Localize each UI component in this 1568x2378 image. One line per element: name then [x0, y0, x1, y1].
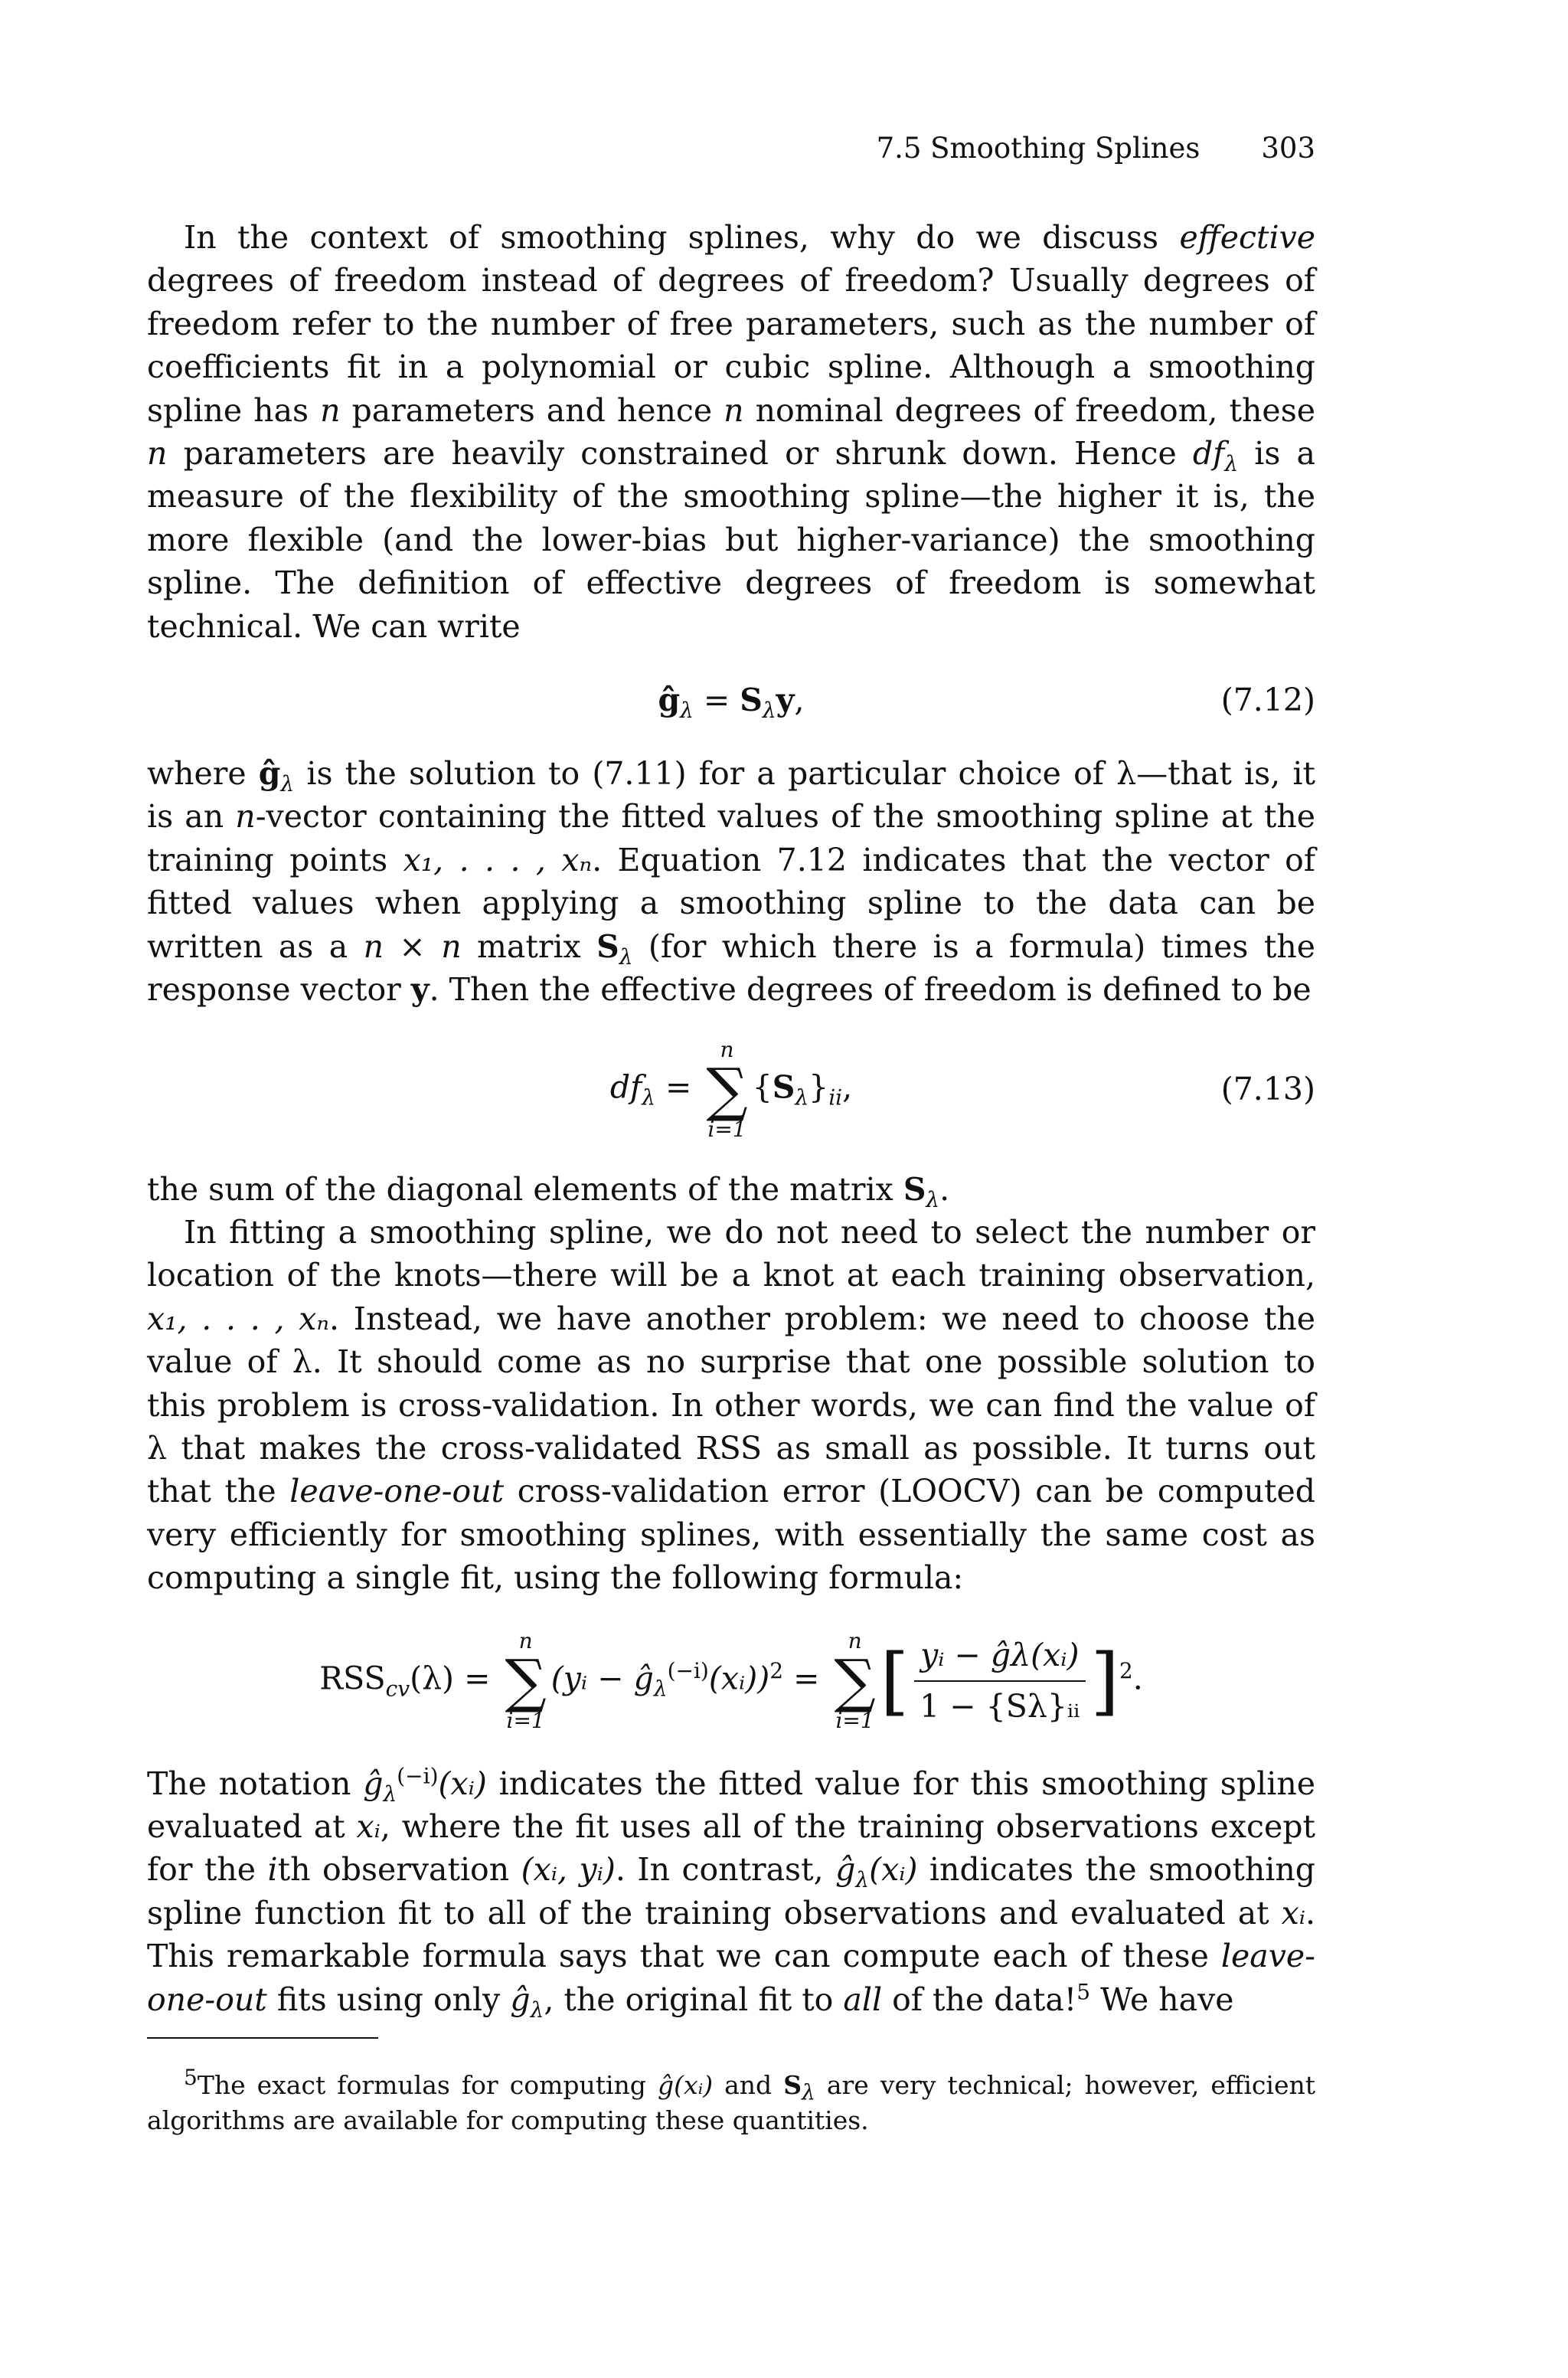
- paragraph-4: In fitting a smoothing spline, we do not need to select the number or location of the knots—there will be a knot at each training observation, x₁, . . . , xₙ. Instead, we have another problem: we need to choose the value of λ. It should come as no surprise that one possible solution to this problem is cross-validation. In other words, we can find the value of λ that makes the cross-validated RSS as small as possible. It turns out that the leave-one-out cross-validation error (LOOCV) can be computed very efficiently for smoothing splines, with essentially the same cost as computing a single fit, using the following formula:: [147, 1213, 1315, 1597]
- section-title: 7.5 Smoothing Splines: [876, 132, 1200, 165]
- summation-operator: n ∑ i=1: [706, 1036, 748, 1142]
- equation-number: (7.13): [1220, 1071, 1315, 1108]
- body-text: [147, 216, 1315, 2021]
- equation-body: $df_\lambda$ = n ∑ i=1 $\{S_\lambda\}_{ii}$,: [609, 1036, 853, 1142]
- paragraph-2: where $ĝ_\lambda$ is the solution to (7.11) for a particular choice of λ—that is, it is an n-vector containing the fitted values of the smoothing spline at the training points x₁, . . . , xₙ. Equation 7.12 indicates that the vector of fitted values when applying a smoothing spline to the data can be written as a n × n matrix $S_\lambda$ (for which there is a formula) times the response vector y. Then the effective degrees of freedom is defined to be: [147, 755, 1315, 1009]
- df-symbol: df: [1192, 435, 1225, 473]
- emph-leave-one-out: leave-one-out: [289, 1473, 505, 1510]
- footnote-mark: 5: [184, 2065, 198, 2090]
- equation-7-12: [147, 648, 1315, 752]
- equation-number: (7.12): [1220, 681, 1315, 718]
- equation-loocv: [147, 1600, 1315, 1762]
- equation-7-13: [147, 1012, 1315, 1168]
- summation-operator: n ∑ i=1: [834, 1627, 876, 1733]
- emph-effective: effective: [1179, 219, 1315, 256]
- equation-body: $ĝ_\lambda = S_\lambda y$,: [658, 681, 805, 724]
- equation-body: $RSS_{cv}(\lambda)$ = n ∑ i=1 (yᵢ − $ĝ_\lambda^{(-i)}(xᵢ))^2$ = n ∑ i=1 [ $\frac{\text{yᵢ − ĝλ(xᵢ)}}{\text{1 − \{Sλ\}ᵢᵢ}}$ ]$^2$.: [319, 1627, 1143, 1733]
- paragraph-3: the sum of the diagonal elements of the matrix $S_\lambda$.: [147, 1170, 950, 1212]
- footnote: $^5$The exact formulas for computing ĝ(xᵢ) and $S_\lambda$ are very technical; however, efficient algorithms are available for computing these quantities.: [147, 2065, 1316, 2135]
- page-number: 303: [1261, 132, 1315, 165]
- running-header: [147, 132, 1315, 165]
- fraction: $\frac{\text{yᵢ − ĝλ(xᵢ)}}{\text{1 − \{Sλ\}ᵢᵢ}}$: [913, 1634, 1086, 1728]
- footnote-ref[interactable]: 5: [1076, 1978, 1091, 2004]
- summation-operator: n ∑ i=1: [505, 1627, 547, 1733]
- paragraph-5: The notation $ĝ_\lambda^{(-i)}(xᵢ)$ indicates the fitted value for this smoothing spline evaluated at xᵢ, where the fit uses all of the training observations except for the ith observation (xᵢ, yᵢ). In contrast, $ĝ_\lambda(xᵢ)$ indicates the smoothing spline function fit to all of the training observations and evaluated at xᵢ. This remarkable formula says that we can compute each of these leave-one-out fits using only $ĝ_\lambda$, the original fit to all of the data!$^5$ We have: [147, 1762, 1316, 2023]
- emph-leave-one-out: leave-one-out: [147, 1938, 1315, 2018]
- paragraph-1: In the context of smoothing splines, why do we discuss effective degrees of freedom instead of degrees of freedom? Usually degrees of freedom refer to the number of free parameters, such as the number of coefficients fit in a polynomial or cubic spline. Although a smoothing spline has n parameters and hence n nominal degrees of freedom, these n parameters are heavily constrained or shrunk down. Hence $df_\lambda$ is a measure of the flexibility of the smoothing spline—the higher it is, the more flexible (and the lower-bias but higher-variance) the smoothing spline. The definition of effective degrees of freedom is somewhat technical. We can write: [147, 219, 1315, 645]
- footnote-rule: [147, 2037, 378, 2039]
- emph-all: all: [843, 1981, 883, 2018]
